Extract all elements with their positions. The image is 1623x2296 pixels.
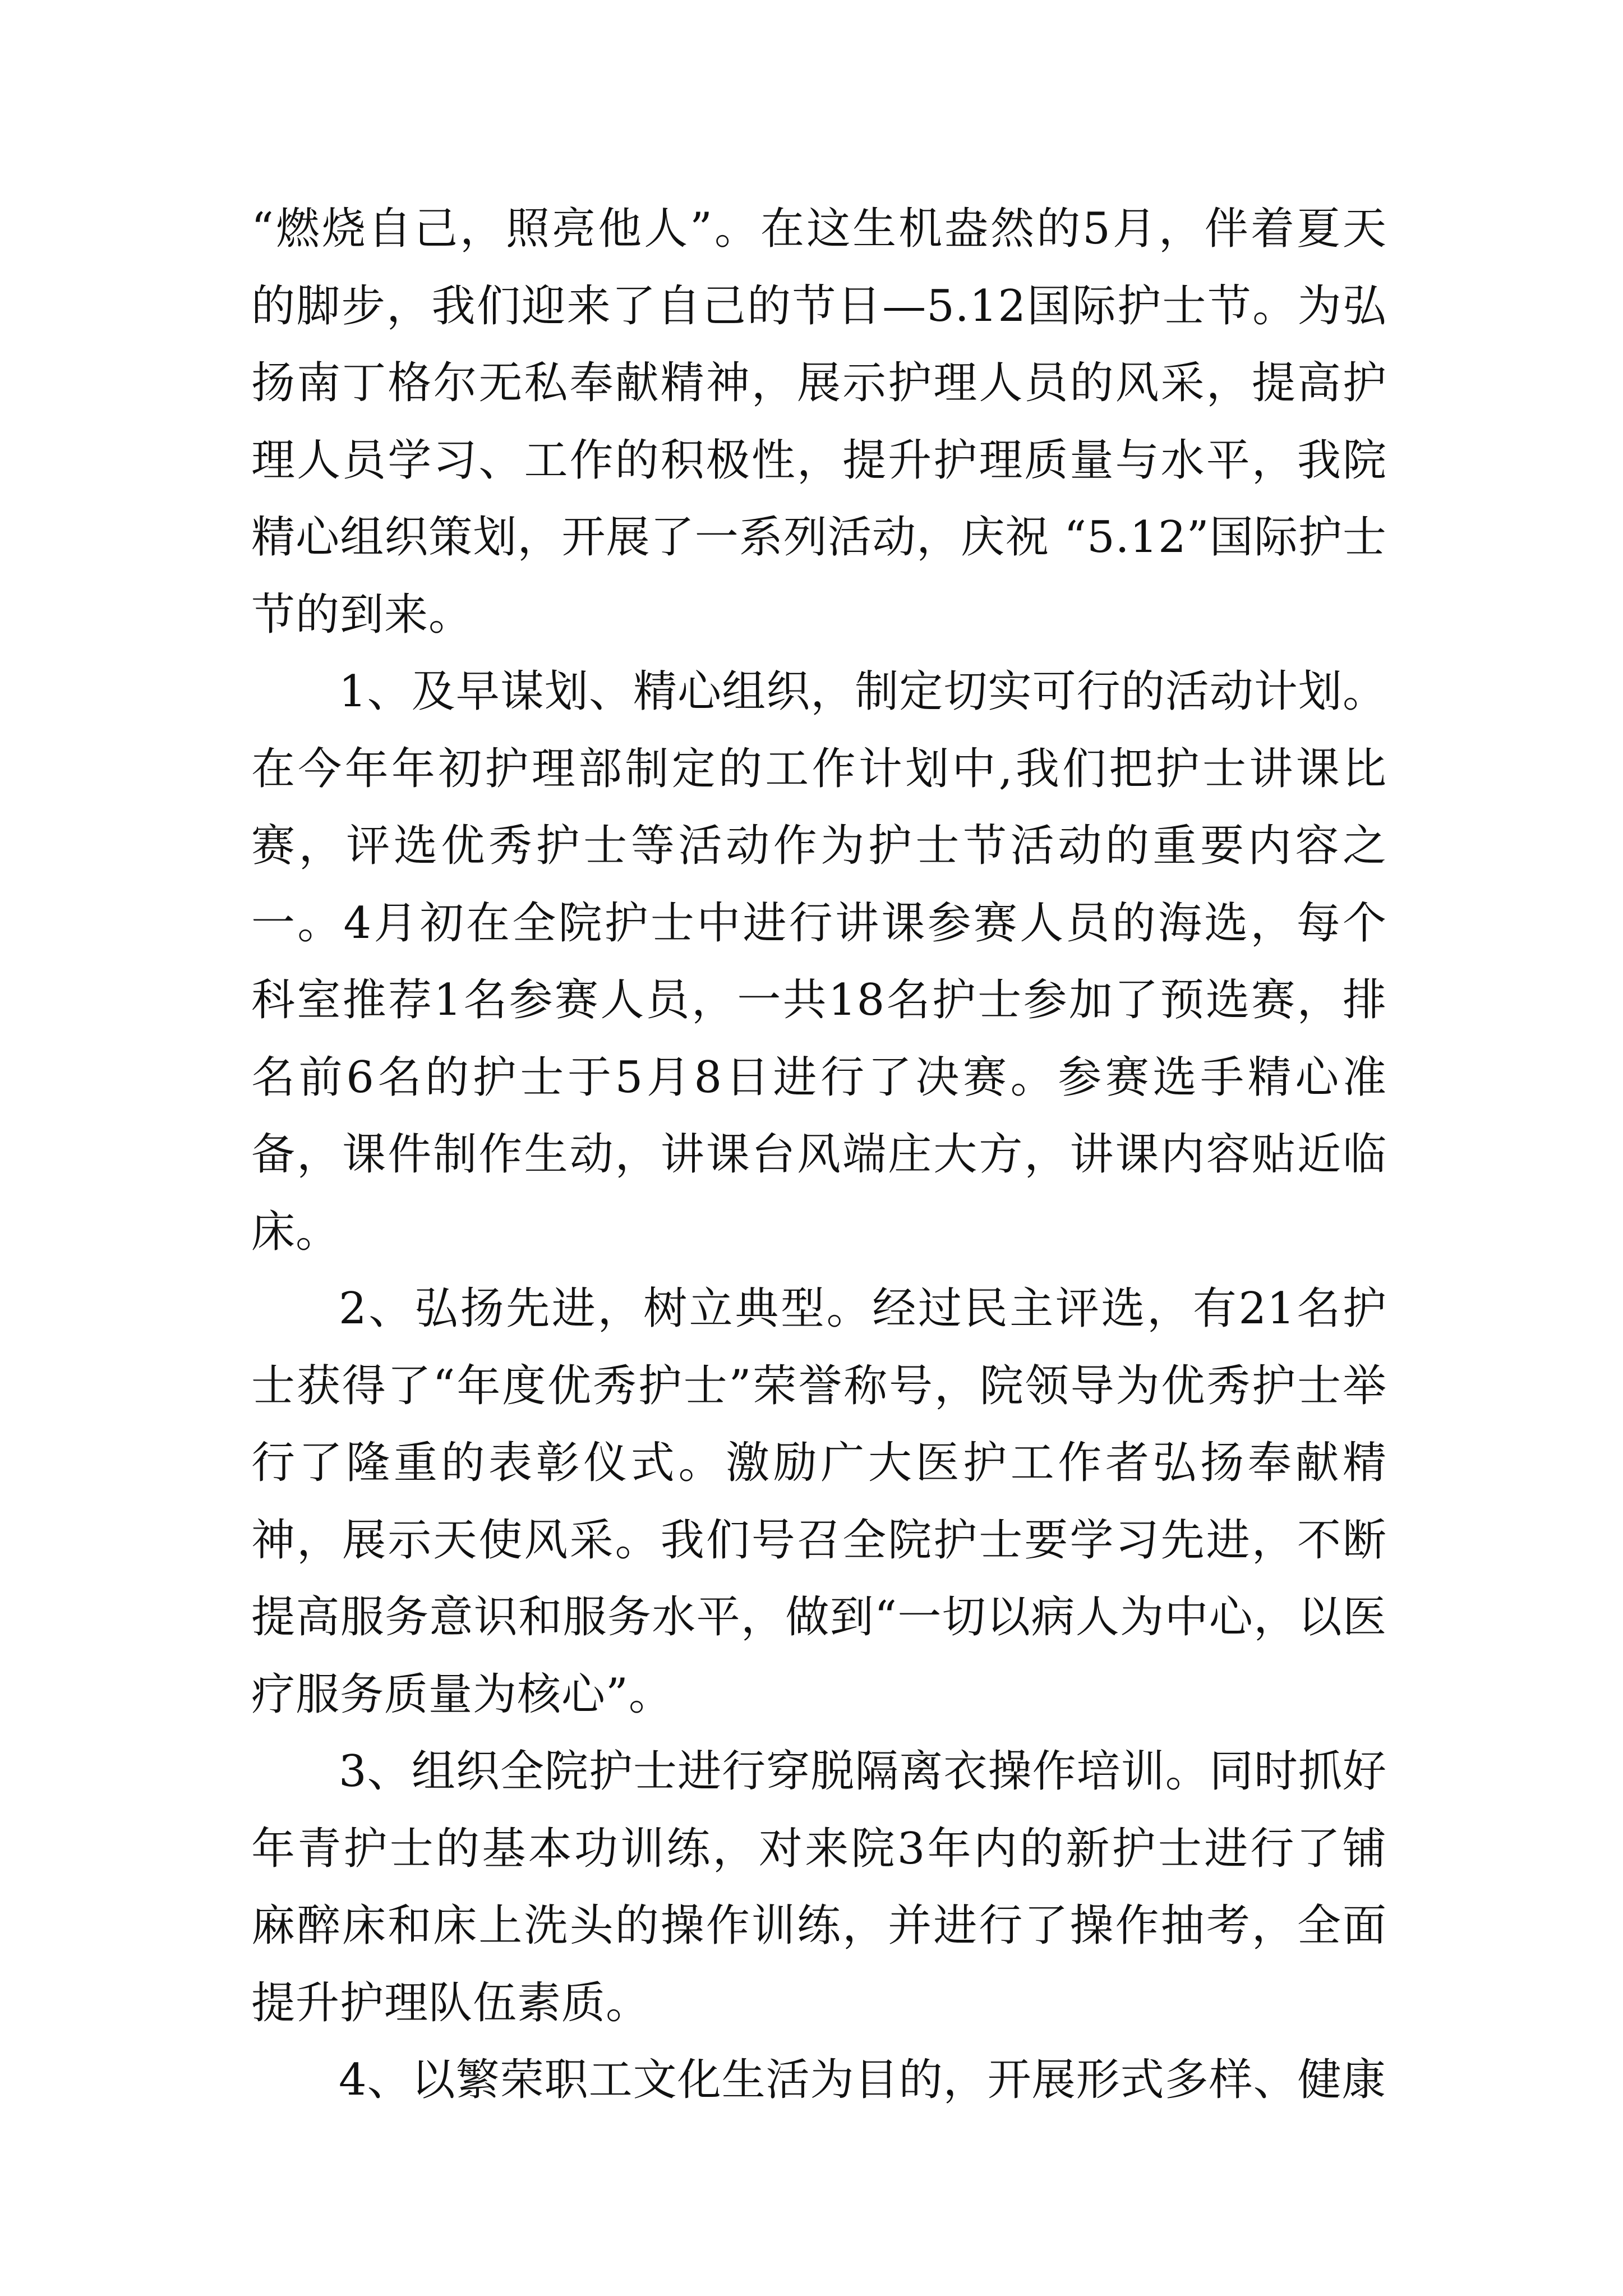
- paragraph-item-4: 4、以繁荣职工文化生活为目的，开展形式多样、健康: [339, 2055, 1386, 2105]
- document-body: [251, 191, 1387, 2119]
- paragraph-item-3: 3、组织全院护士进行穿脱隔离衣操作培训。同时抓好年青护士的基本功训练，对来院3年内的新护士进行了铺麻醉床和床上洗头的操作训练，并进行了操作抽考，全面提升护理队伍素质。: [251, 1746, 1387, 2028]
- paragraph-item-2: 2、弘扬先进，树立典型。经过民主评选，有21名护士获得了“年度优秀护士”荣誉称号，院领导为优秀护士举行了隆重的表彰仪式。激励广大医护工作者弘扬奉献精神，展示天使风采。我们号召全院护士要学习先进，不断提高服务意识和服务水平，做到“一切以病人为中心，以医疗服务质量为核心”。: [251, 1283, 1387, 1720]
- paragraph-intro: “燃烧自己，照亮他人”。在这生机盎然的5月，伴着夏天的脚步，我们迎来了自己的节日—5.12国际护士节。为弘扬南丁格尔无私奉献精神，展示护理人员的风采，提高护理人员学习、工作的积极性，提升护理质量与水平，我院精心组织策划，开展了一系列活动，庆祝 “5.12”国际护士节的到来。: [251, 204, 1387, 640]
- paragraph-item-1: 1、及早谋划、精心组织，制定切实可行的活动计划。在今年年初护理部制定的工作计划中,我们把护士讲课比赛，评选优秀护士等活动作为护士节活动的重要内容之一。4月初在全院护士中进行讲课参赛人员的海选，每个科室推荐1名参赛人员，一共18名护士参加了预选赛，排名前6名的护士于5月8日进行了决赛。参赛选手精心准备，课件制作生动，讲课台风端庄大方，讲课内容贴近临床。: [251, 666, 1387, 1257]
